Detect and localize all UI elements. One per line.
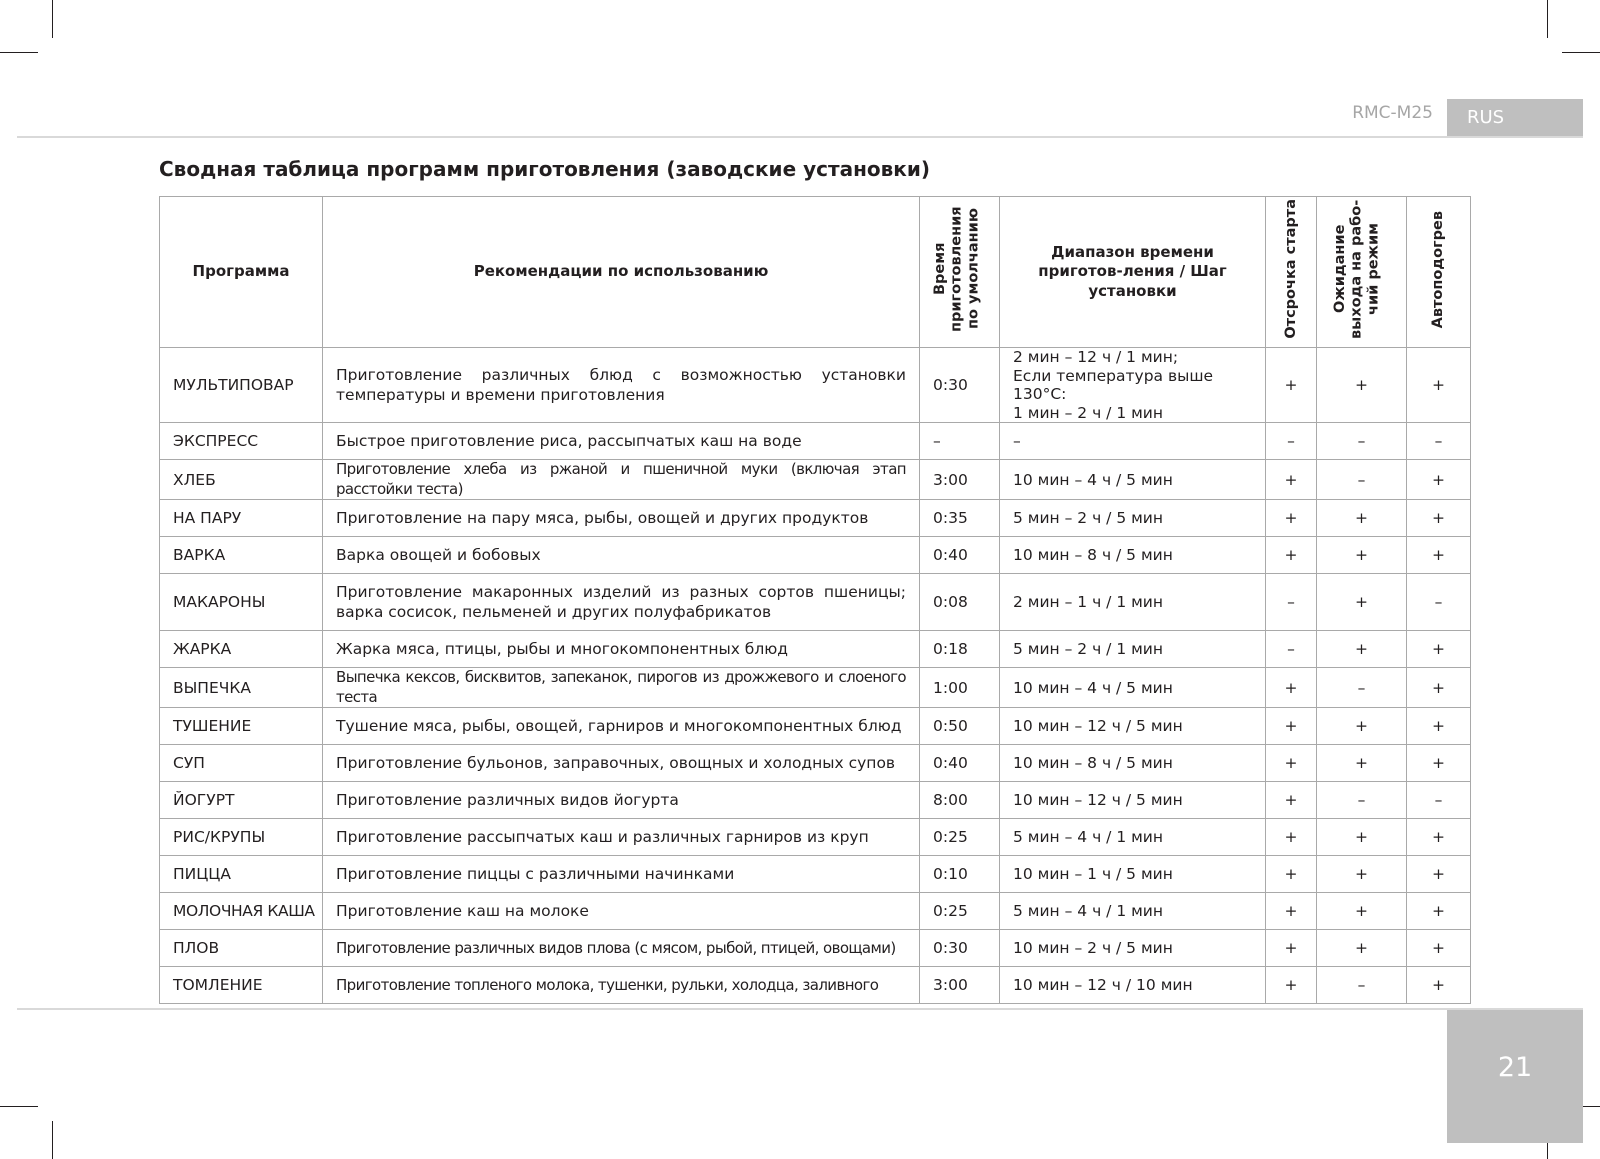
- program-recommendation: Приготовление на пару мяса, рыбы, овощей и других продуктов: [323, 500, 920, 537]
- program-name: ПЛОВ: [160, 930, 323, 967]
- default-time: 3:00: [920, 967, 1000, 1004]
- default-time: –: [920, 423, 1000, 460]
- crop-mark: [1562, 52, 1600, 53]
- auto-heat-flag: –: [1407, 782, 1471, 819]
- program-recommendation: Приготовление каш на молоке: [323, 893, 920, 930]
- waiting-flag: –: [1317, 967, 1407, 1004]
- time-range: 10 мин – 1 ч / 5 мин: [1000, 856, 1266, 893]
- table-row: [160, 348, 1471, 423]
- model-name: RMC-M25: [1352, 103, 1433, 123]
- column-header-delay-start: [1266, 197, 1317, 348]
- crop-mark: [0, 1106, 38, 1107]
- program-name: СУП: [160, 745, 323, 782]
- table-row: [160, 967, 1471, 1004]
- program-recommendation: Приготовление топленого молока, тушенки, рульки, холодца, заливного: [323, 967, 920, 1004]
- delay-start-flag: +: [1266, 348, 1317, 423]
- time-range: 10 мин – 12 ч / 5 мин: [1000, 782, 1266, 819]
- table-row: [160, 819, 1471, 856]
- program-recommendation: Тушение мяса, рыбы, овощей, гарниров и многокомпонентных блюд: [323, 708, 920, 745]
- program-name: ТОМЛЕНИЕ: [160, 967, 323, 1004]
- default-time: 8:00: [920, 782, 1000, 819]
- default-time: 0:25: [920, 819, 1000, 856]
- table-row: [160, 930, 1471, 967]
- delay-start-flag: +: [1266, 819, 1317, 856]
- default-time: 0:25: [920, 893, 1000, 930]
- auto-heat-flag: +: [1407, 460, 1471, 500]
- delay-start-flag: +: [1266, 893, 1317, 930]
- program-name: МУЛЬТИПОВАР: [160, 348, 323, 423]
- language-tab: RUS: [1447, 99, 1583, 136]
- program-name: ЖАРКА: [160, 631, 323, 668]
- default-time: 0:08: [920, 574, 1000, 631]
- program-recommendation: Приготовление различных видов йогурта: [323, 782, 920, 819]
- delay-start-flag: +: [1266, 500, 1317, 537]
- footer-divider: [17, 1008, 1583, 1010]
- auto-heat-flag: +: [1407, 668, 1471, 708]
- program-name: РИС/КРУПЫ: [160, 819, 323, 856]
- program-name: ХЛЕБ: [160, 460, 323, 500]
- auto-heat-flag: –: [1407, 423, 1471, 460]
- table-row: [160, 423, 1471, 460]
- column-header-auto-heat: [1407, 197, 1471, 348]
- crop-mark: [1547, 0, 1548, 38]
- auto-heat-flag: +: [1407, 967, 1471, 1004]
- time-range: –: [1000, 423, 1266, 460]
- program-recommendation: Приготовление бульонов, заправочных, овощных и холодных супов: [323, 745, 920, 782]
- time-range: 10 мин – 12 ч / 10 мин: [1000, 967, 1266, 1004]
- time-range: 10 мин – 2 ч / 5 мин: [1000, 930, 1266, 967]
- page-title: Сводная таблица программ приготовления (заводские установки): [159, 157, 931, 181]
- delay-start-flag: +: [1266, 967, 1317, 1004]
- auto-heat-flag: +: [1407, 631, 1471, 668]
- time-range: [1000, 348, 1266, 423]
- default-time: 0:18: [920, 631, 1000, 668]
- waiting-flag: +: [1317, 856, 1407, 893]
- default-time: 0:35: [920, 500, 1000, 537]
- program-name: ВАРКА: [160, 537, 323, 574]
- table-row: [160, 668, 1471, 708]
- delay-start-flag: +: [1266, 668, 1317, 708]
- waiting-flag: –: [1317, 460, 1407, 500]
- column-header-delay-start-label: Отсрочка старта: [1282, 199, 1299, 340]
- program-recommendation: Выпечка кексов, бисквитов, запеканок, пирогов из дрожжевого и слоеного теста: [323, 668, 920, 708]
- program-recommendation: Жарка мяса, птицы, рыбы и многокомпонентных блюд: [323, 631, 920, 668]
- column-header-waiting-label: Ожидание выхода на рабо-чий режим: [1331, 199, 1381, 339]
- delay-start-flag: –: [1266, 574, 1317, 631]
- waiting-flag: +: [1317, 574, 1407, 631]
- crop-mark: [0, 52, 38, 53]
- waiting-flag: –: [1317, 782, 1407, 819]
- waiting-flag: +: [1317, 819, 1407, 856]
- time-range-line: Если температура выше 130°С:: [1013, 366, 1214, 404]
- program-name: ЙОГУРТ: [160, 782, 323, 819]
- program-recommendation: Варка овощей и бобовых: [323, 537, 920, 574]
- program-name: ПИЦЦА: [160, 856, 323, 893]
- table-row: [160, 574, 1471, 631]
- delay-start-flag: +: [1266, 930, 1317, 967]
- column-header-default-time: [920, 197, 1000, 348]
- column-header-auto-heat-label: Автоподогрев: [1430, 210, 1447, 328]
- time-range: 10 мин – 8 ч / 5 мин: [1000, 537, 1266, 574]
- default-time: 0:40: [920, 537, 1000, 574]
- program-recommendation: Приготовление хлеба из ржаной и пшеничной муки (включая этап расстойки теста): [323, 460, 920, 500]
- default-time: 0:50: [920, 708, 1000, 745]
- time-range: 2 мин – 1 ч / 1 мин: [1000, 574, 1266, 631]
- program-name: МОЛОЧНАЯ КАША: [160, 893, 323, 930]
- auto-heat-flag: +: [1407, 893, 1471, 930]
- table-row: [160, 631, 1471, 668]
- table-row: [160, 782, 1471, 819]
- auto-heat-flag: +: [1407, 708, 1471, 745]
- table-row: [160, 537, 1471, 574]
- auto-heat-flag: –: [1407, 574, 1471, 631]
- program-recommendation: Приготовление пиццы с различными начинками: [323, 856, 920, 893]
- delay-start-flag: –: [1266, 423, 1317, 460]
- time-range: 5 мин – 4 ч / 1 мин: [1000, 819, 1266, 856]
- program-recommendation: Приготовление различных блюд с возможностью установки температуры и времени приготовления: [323, 348, 920, 423]
- program-recommendation: Быстрое приготовление риса, рассыпчатых каш на воде: [323, 423, 920, 460]
- time-range: 5 мин – 2 ч / 1 мин: [1000, 631, 1266, 668]
- auto-heat-flag: +: [1407, 930, 1471, 967]
- default-time: 0:30: [920, 930, 1000, 967]
- column-header-waiting: [1317, 197, 1407, 348]
- waiting-flag: –: [1317, 423, 1407, 460]
- program-name: НА ПАРУ: [160, 500, 323, 537]
- time-range: 5 мин – 4 ч / 1 мин: [1000, 893, 1266, 930]
- program-recommendation: Приготовление различных видов плова (с мясом, рыбой, птицей, овощами): [323, 930, 920, 967]
- delay-start-flag: +: [1266, 537, 1317, 574]
- waiting-flag: +: [1317, 348, 1407, 423]
- table-row: [160, 460, 1471, 500]
- default-time: 1:00: [920, 668, 1000, 708]
- waiting-flag: +: [1317, 930, 1407, 967]
- delay-start-flag: +: [1266, 782, 1317, 819]
- waiting-flag: –: [1317, 668, 1407, 708]
- default-time: 0:40: [920, 745, 1000, 782]
- auto-heat-flag: +: [1407, 819, 1471, 856]
- delay-start-flag: +: [1266, 745, 1317, 782]
- auto-heat-flag: +: [1407, 348, 1471, 423]
- program-name: МАКАРОНЫ: [160, 574, 323, 631]
- time-range: 10 мин – 4 ч / 5 мин: [1000, 460, 1266, 500]
- time-range: 5 мин – 2 ч / 5 мин: [1000, 500, 1266, 537]
- program-name: ЭКСПРЕСС: [160, 423, 323, 460]
- page-number: 21: [1447, 1010, 1583, 1143]
- header-divider: [17, 136, 1583, 138]
- waiting-flag: +: [1317, 500, 1407, 537]
- time-range-line: 2 мин – 12 ч / 1 мин;: [1013, 348, 1179, 366]
- table-row: [160, 893, 1471, 930]
- auto-heat-flag: +: [1407, 537, 1471, 574]
- delay-start-flag: +: [1266, 708, 1317, 745]
- programs-table: [159, 196, 1471, 1004]
- program-name: ТУШЕНИЕ: [160, 708, 323, 745]
- column-header-program: Программа: [160, 197, 323, 348]
- table-row: [160, 745, 1471, 782]
- program-recommendation: Приготовление макаронных изделий из разных сортов пшеницы; варка сосисок, пельменей и других полуфабрикатов: [323, 574, 920, 631]
- auto-heat-flag: +: [1407, 500, 1471, 537]
- waiting-flag: +: [1317, 537, 1407, 574]
- time-range: 10 мин – 4 ч / 5 мин: [1000, 668, 1266, 708]
- column-header-time-range: Диапазон времени приготов-ления / Шаг установки: [1000, 197, 1266, 348]
- table-row: [160, 708, 1471, 745]
- time-range-line: 1 мин – 2 ч / 1 мин: [1013, 403, 1164, 422]
- default-time: 3:00: [920, 460, 1000, 500]
- table-header-row: [160, 197, 1471, 348]
- time-range: 10 мин – 12 ч / 5 мин: [1000, 708, 1266, 745]
- crop-mark: [52, 0, 53, 38]
- column-header-default-time-label: Время приготовления по умолчанию: [931, 206, 981, 333]
- delay-start-flag: –: [1266, 631, 1317, 668]
- program-recommendation: Приготовление рассыпчатых каш и различных гарниров из круп: [323, 819, 920, 856]
- table-row: [160, 500, 1471, 537]
- waiting-flag: +: [1317, 893, 1407, 930]
- delay-start-flag: +: [1266, 460, 1317, 500]
- default-time: 0:30: [920, 348, 1000, 423]
- waiting-flag: +: [1317, 631, 1407, 668]
- column-header-recommendation: Рекомендации по использованию: [323, 197, 920, 348]
- time-range: 10 мин – 8 ч / 5 мин: [1000, 745, 1266, 782]
- waiting-flag: +: [1317, 745, 1407, 782]
- crop-mark: [52, 1121, 53, 1159]
- waiting-flag: +: [1317, 708, 1407, 745]
- delay-start-flag: +: [1266, 856, 1317, 893]
- auto-heat-flag: +: [1407, 856, 1471, 893]
- program-name: ВЫПЕЧКА: [160, 668, 323, 708]
- default-time: 0:10: [920, 856, 1000, 893]
- auto-heat-flag: +: [1407, 745, 1471, 782]
- table-row: [160, 856, 1471, 893]
